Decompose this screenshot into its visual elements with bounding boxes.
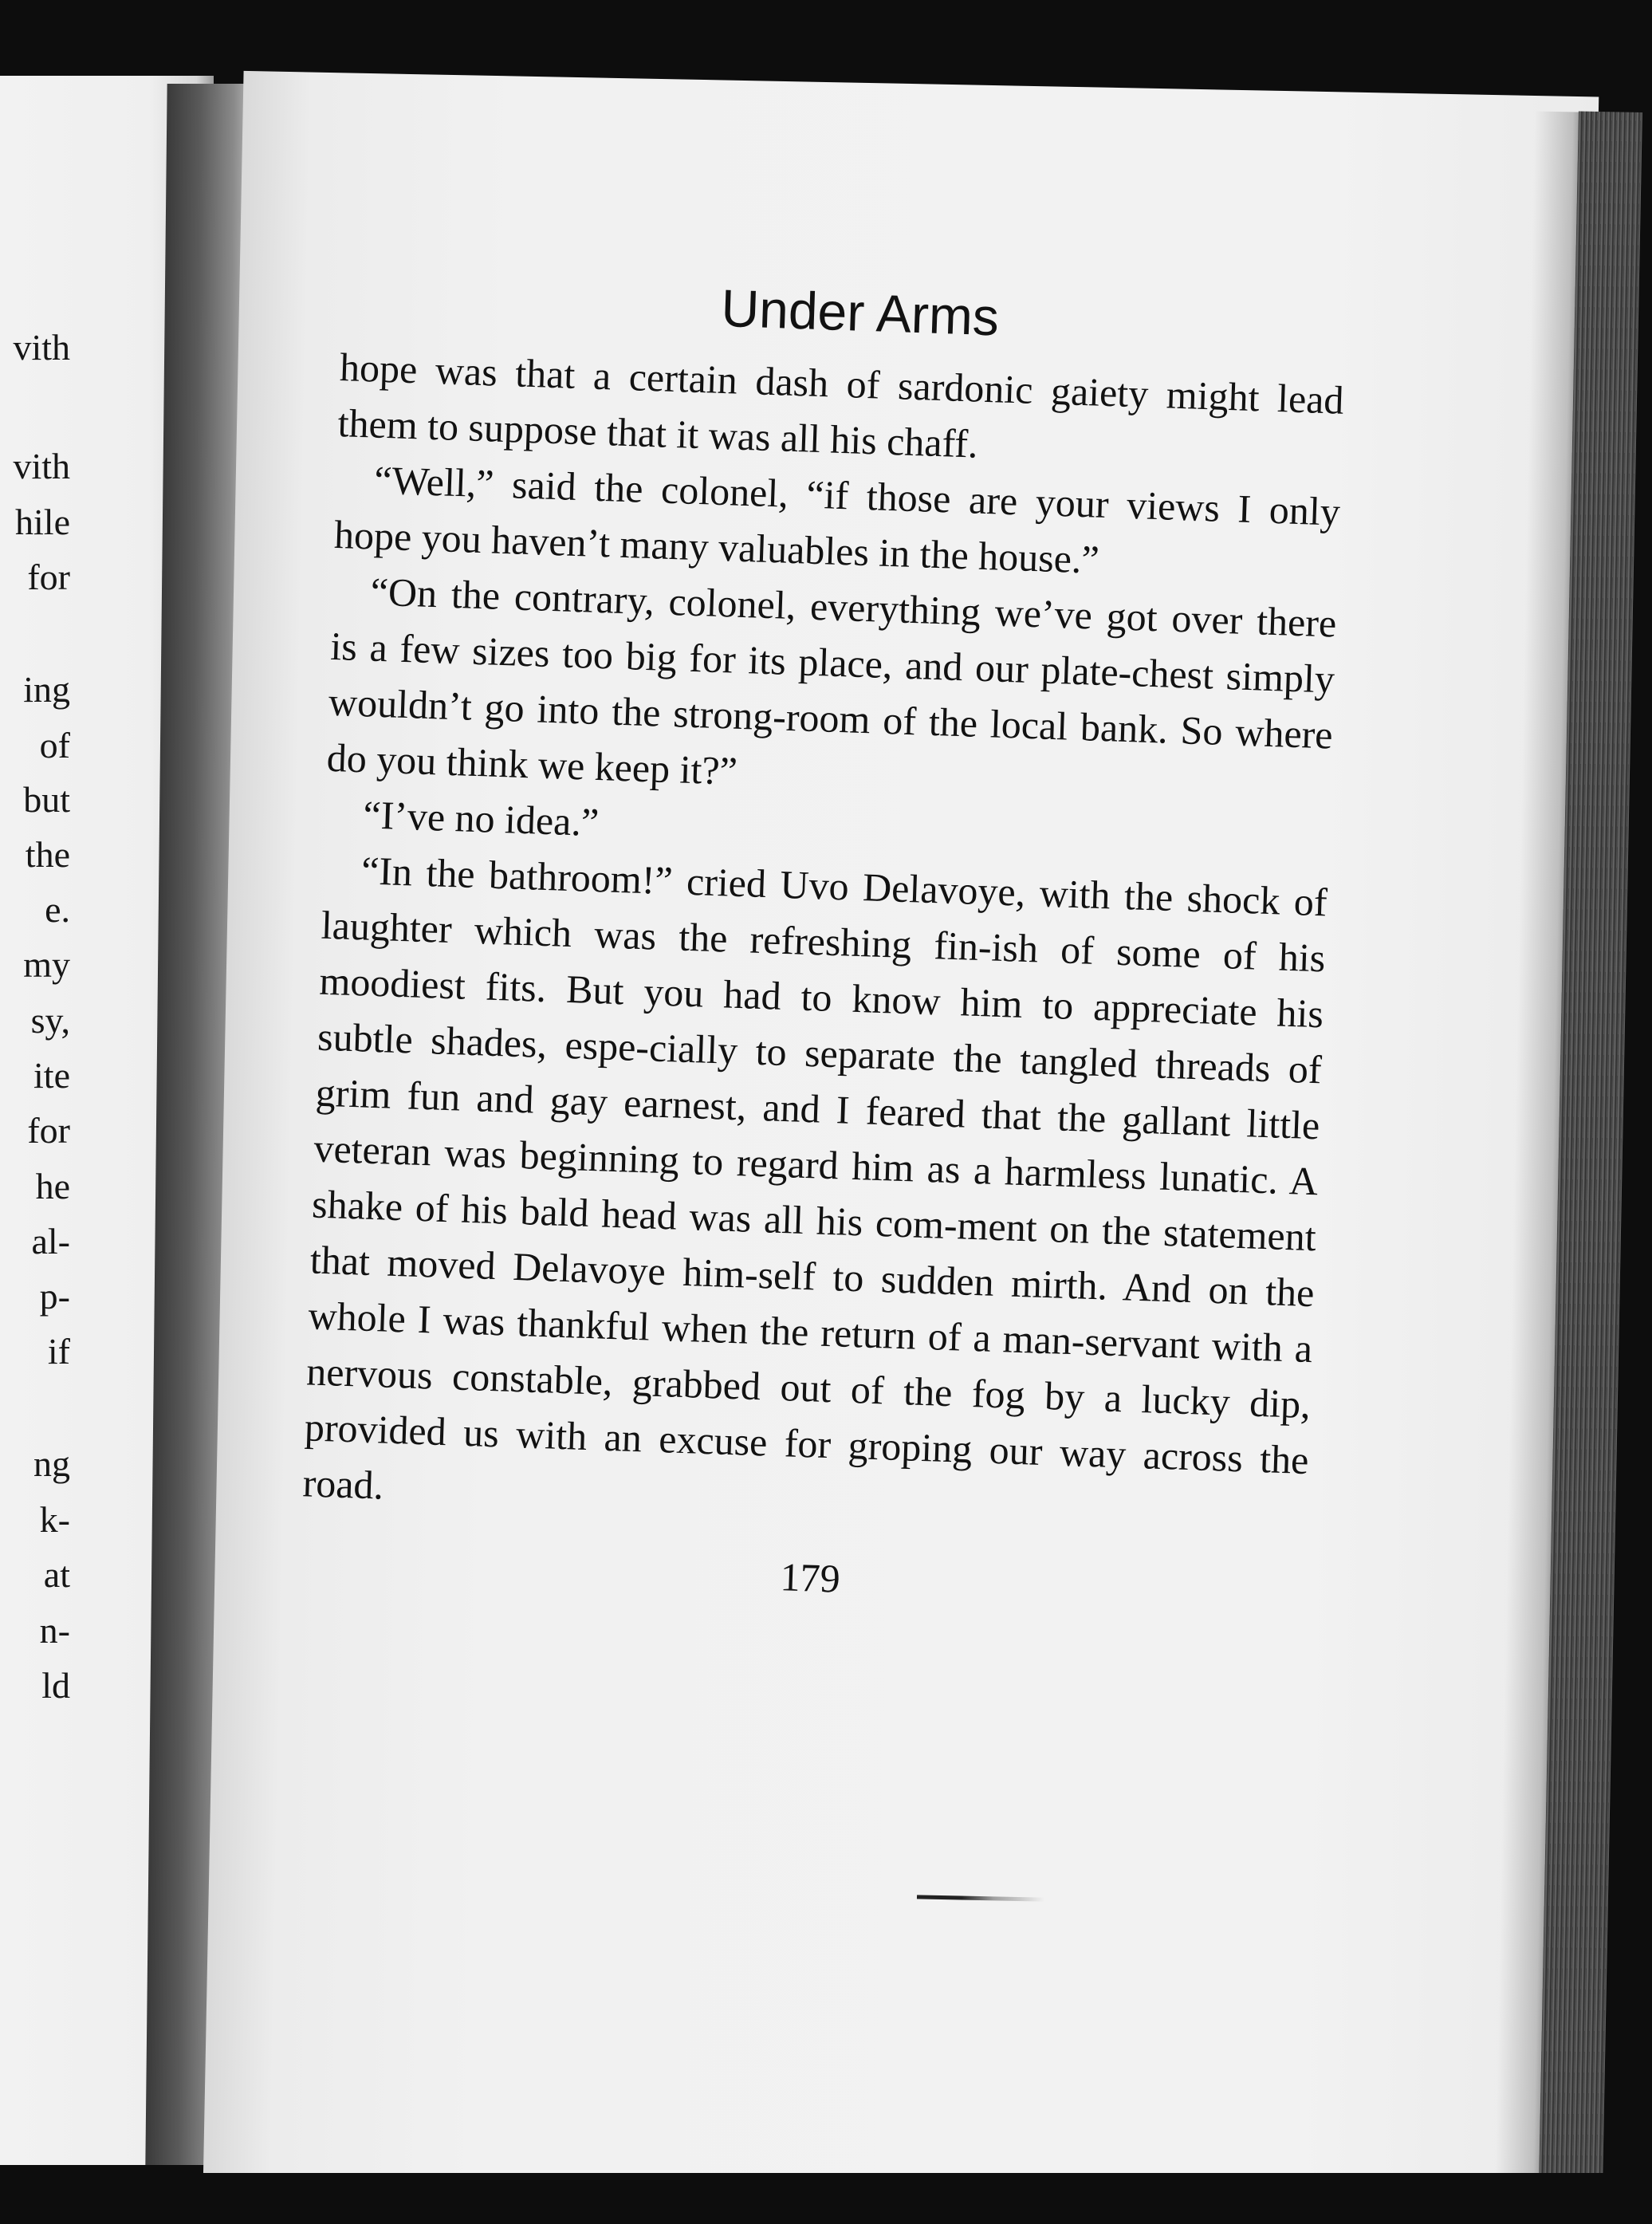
left-page-fragment: for — [27, 557, 70, 597]
left-page-fragment: p- — [39, 1276, 70, 1317]
left-page-fragment: hile — [15, 502, 70, 542]
paragraph: “In the bathroom!” cried Uvo Delavoye, with the shock of laughter which was the refreshing fin-ish of some of his moodiest fits. But you had to know him to appreciate his subtle shades, espe-cially to separate the tangled threads of grim fun and gay earnest, and I feared that the gallant little veteran was beginning to regard him as a harmless lunatic. A shake of his bald head was all his com-ment on the statement that moved Delavoye him-self to sudden mirth. And on the whole I was thankful when the return of a man-servant with a nervous constable, grabbed out of the fog by a lucky dip, provided us with an excuse for groping our way across the road. — [301, 847, 1328, 1508]
left-page-fragment: my — [23, 944, 70, 985]
running-head: Under Arms — [720, 278, 1001, 347]
left-page-fragment: ng — [33, 1443, 70, 1484]
left-page-fragment: at — [43, 1554, 70, 1595]
left-page-fragment: sy, — [30, 1000, 70, 1041]
page-text-block — [300, 266, 1347, 1616]
left-page-fragment: ite — [33, 1055, 70, 1096]
left-page-fragment: n- — [39, 1610, 70, 1651]
left-page-fragment: ing — [23, 669, 70, 710]
left-page-fragment: the — [25, 834, 70, 875]
left-page-fragment: al- — [31, 1221, 70, 1262]
left-page-fragment: but — [23, 779, 70, 820]
left-page-fragment: for — [27, 1110, 70, 1151]
left-page-fragment: ld — [41, 1665, 70, 1706]
left-page-fragment: k- — [39, 1499, 70, 1540]
left-page-fragment: e. — [45, 889, 70, 930]
left-page-fragment: of — [39, 725, 70, 766]
paragraph: “On the contrary, colonel, everything we’ve got over there is a few sizes too big for its place, and our plate-chest simply wouldn’t go into the strong-room of the local bank. So where do you think we keep it?” — [326, 569, 1338, 793]
page-number: 179 — [779, 1553, 841, 1601]
left-page-fragment: vith — [13, 446, 70, 486]
left-page-fragment: he — [35, 1166, 70, 1206]
bottom-shadow — [0, 2173, 1652, 2224]
paragraph: “Well,” said the colonel, “if those are your views I only hope you haven’t many valuables in the house.” — [333, 457, 1341, 582]
paragraph: “I’ve no idea.” — [362, 791, 600, 844]
left-page-fragment: if — [47, 1331, 70, 1372]
paragraph: hope was that a certain dash of sardonic gaiety might lead them to suppose that it was all his chaff. — [336, 344, 1345, 466]
left-page-fragment: vith — [13, 327, 70, 368]
